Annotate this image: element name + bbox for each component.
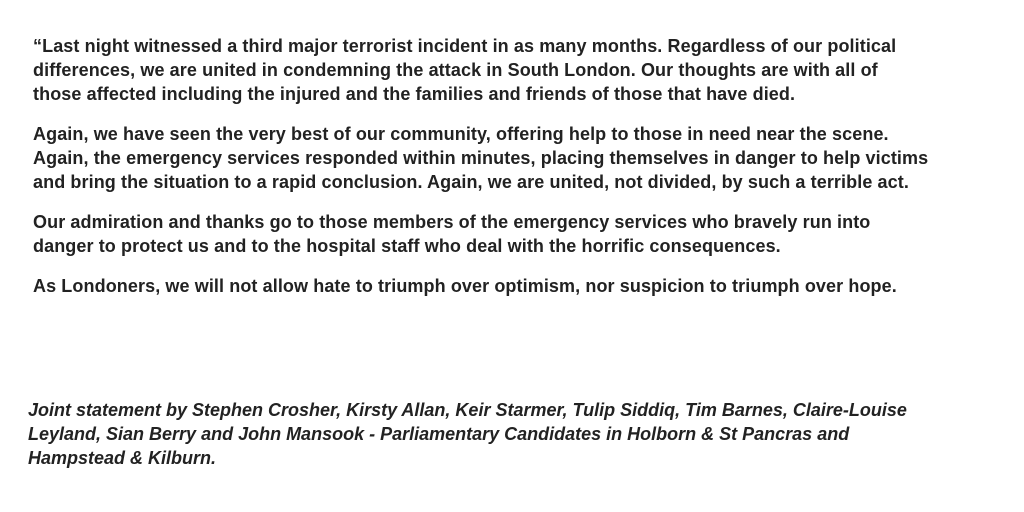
statement-paragraph [33,274,1008,298]
text-line: Again, the emergency services responded within minutes, placing themselves in danger to help victims [33,148,929,168]
statement-paragraph [33,34,1008,106]
statement-paragraph [33,210,1008,258]
attribution [28,398,988,470]
attribution-line: Leyland, Sian Berry and John Mansook - Parliamentary Candidates in Holborn & St Pancras and [28,424,850,444]
text-line: those affected including the injured and the families and friends of those that have died. [33,84,796,104]
statement-body [33,34,1008,314]
attribution-line: Joint statement by Stephen Crosher, Kirsty Allan, Keir Starmer, Tulip Siddiq, Tim Barnes, Claire-Louise [28,400,907,420]
text-line: As Londoners, we will not allow hate to triumph over optimism, nor suspicion to triumph over hope. [33,276,897,296]
text-line: “Last night witnessed a third major terrorist incident in as many months. Regardless of our political [33,36,897,56]
text-line: danger to protect us and to the hospital staff who deal with the horrific consequences. [33,236,781,256]
attribution-line: Hampstead & Kilburn. [28,448,217,468]
statement-paragraph [33,122,1008,194]
text-line: and bring the situation to a rapid conclusion. Again, we are united, not divided, by such a terrible act. [33,172,909,192]
text-line: Our admiration and thanks go to those members of the emergency services who bravely run into [33,212,871,232]
text-line: Again, we have seen the very best of our community, offering help to those in need near the scene. [33,124,889,144]
text-line: differences, we are united in condemning the attack in South London. Our thoughts are with all of [33,60,878,80]
